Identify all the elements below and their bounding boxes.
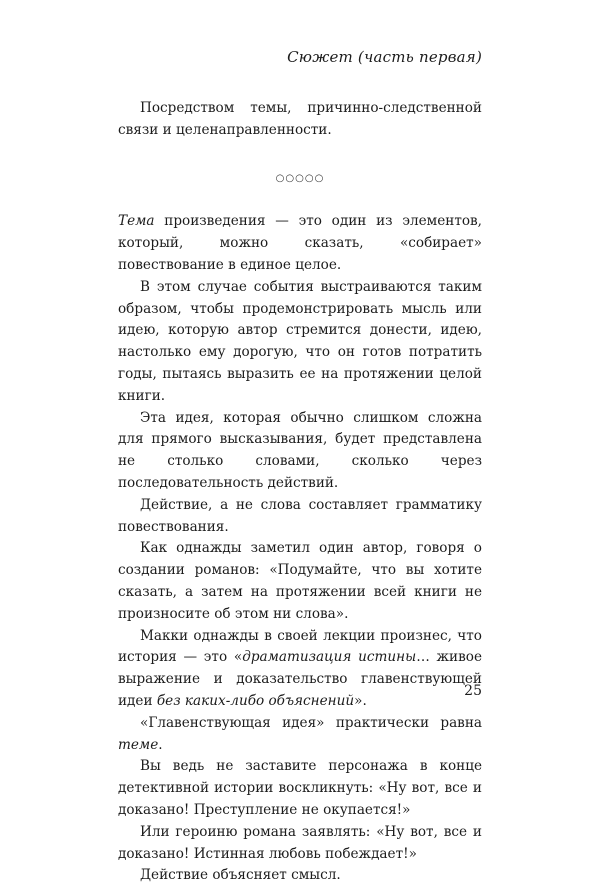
- paragraph-detective: Вы ведь не заставите персонажа в конце детективной истории воскликнуть: «Ну вот, все и доказано! Преступление не окупается!»: [118, 758, 482, 818]
- paragraph-events: В этом случае события выстраиваются таким образом, чтобы продемонстрировать мысль или идею, которую автор стремится донести, идею, настолько ему дорогую, что он готов потратить годы, пытаясь выразить ее на протяжении целой книги.: [118, 278, 482, 404]
- mckee-text-2: … живое выражение и доказательство главенствующей идеи: [118, 649, 482, 709]
- page-body: [118, 98, 482, 887]
- emphasis-no-explanations: без каких-либо объяснений: [156, 692, 355, 709]
- paragraph-action-grammar: Действие, а не слова составляет грамматику повествования.: [118, 496, 482, 535]
- paragraph-theme-text: произведения — это один из элементов, который, можно сказать, «собирает» повествование в единое целое.: [118, 213, 482, 273]
- paragraph-theme: [118, 211, 482, 276]
- section-separator: ○○○○○: [275, 172, 325, 184]
- page-number: 25: [464, 683, 482, 699]
- paragraph-heroine: Или героиню романа заявлять: «Ну вот, все и доказано! Истинная любовь побеждает!»: [118, 823, 482, 862]
- running-head: Сюжет (часть первая): [287, 48, 482, 66]
- mckee-text-1: Макки однажды в своей лекции произнес, что история — это «: [118, 627, 482, 666]
- paragraph-action-meaning: Действие объясняет смысл.: [140, 867, 341, 884]
- intro-paragraph: Посредством темы, причинно-следственной связи и целенаправленности.: [118, 100, 482, 138]
- emphasis-theme: Тема: [118, 213, 155, 230]
- paragraph-author-quote: Как однажды заметил один автор, говоря о создании романов: «Подумайте, что вы хотите сказать, а затем на протяжении всей книги не произносите об этом ни слова».: [118, 540, 482, 622]
- emphasis-theme-2: теме: [118, 736, 159, 753]
- emphasis-dramatization: драматизация истины: [242, 649, 417, 666]
- controlling-idea-text-2: .: [158, 736, 163, 753]
- controlling-idea-text-1: «Главенствующая идея» практически равна: [140, 714, 482, 731]
- paragraph-idea: Эта идея, которая обычно слишком сложна для прямого высказывания, будет представлена не столько словами, сколько через последовательность действий.: [118, 409, 482, 491]
- paragraph-mckee: [118, 626, 482, 713]
- mckee-text-3: ».: [354, 692, 367, 709]
